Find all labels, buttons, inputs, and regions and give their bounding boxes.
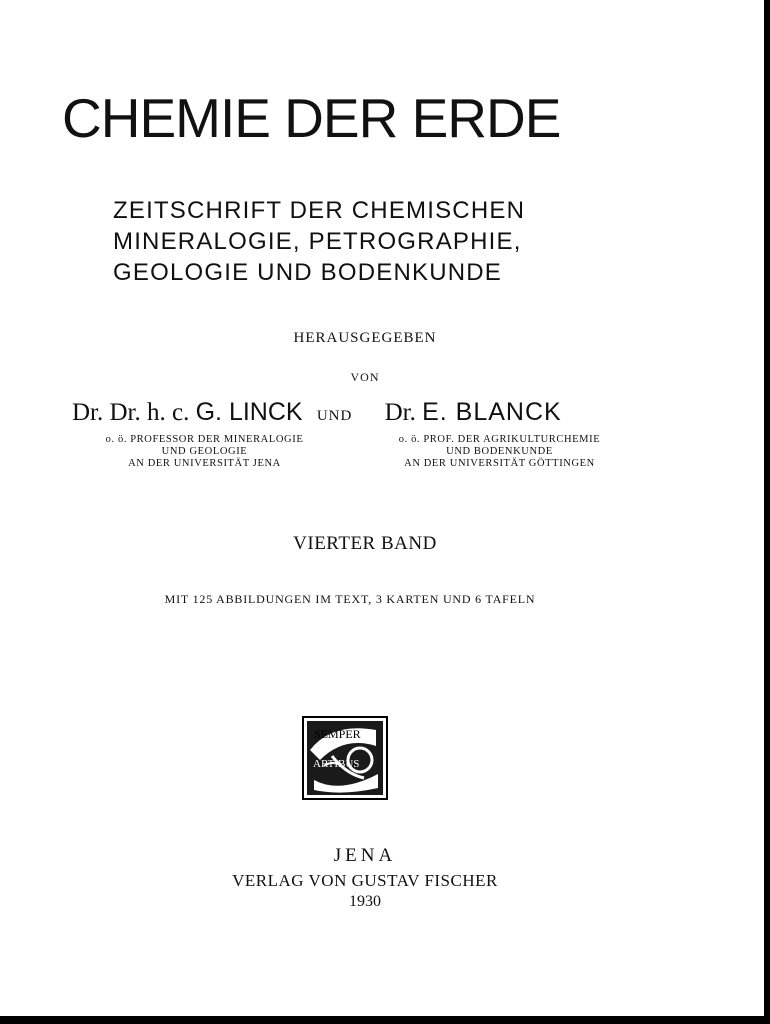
publication-year: 1930: [349, 893, 381, 910]
publication-place: JENA: [333, 845, 397, 866]
publisher-name: VERLAG VON GUSTAV FISCHER: [232, 871, 498, 890]
subtitle-line: ZEITSCHRIFT DER CHEMISCHEN: [113, 197, 526, 224]
affiliation-line: o. ö. PROFESSOR DER MINERALOGIE: [105, 434, 304, 445]
von-label: VON: [350, 370, 380, 384]
subtitle-line: MINERALOGIE, PETROGRAPHIE,: [113, 228, 522, 255]
journal-subtitle: [113, 195, 525, 288]
publisher-emblem-icon: [302, 716, 388, 800]
page-edge-bottom: [0, 1016, 770, 1024]
affiliation-line: AN DER UNIVERSITÄT GÖTTINGEN: [404, 458, 595, 469]
page-title: CHEMIE DER ERDE: [62, 87, 561, 149]
editor-right-name: E. BLANCK: [422, 398, 562, 426]
editor-left-prefix: Dr. Dr. h. c.: [72, 399, 190, 426]
editor-connector: UND: [316, 408, 353, 424]
herausgegeben-label: HERAUSGEGEBEN: [293, 330, 437, 346]
editor-right-affiliation: [362, 434, 637, 470]
editor-left-name: G. LINCK: [195, 398, 303, 426]
editor-right-prefix: Dr.: [384, 399, 416, 426]
volume-label: VIERTER BAND: [293, 533, 437, 554]
svg-text:ARTIBUS: ARTIBUS: [313, 758, 360, 770]
affiliation-line: o. ö. PROF. DER AGRIKULTURCHEMIE: [398, 434, 601, 445]
subtitle-line: GEOLOGIE UND BODENKUNDE: [113, 259, 502, 286]
affiliation-line: UND GEOLOGIE: [161, 446, 248, 457]
illustrations-note: MIT 125 ABBILDUNGEN IM TEXT, 3 KARTEN UND 6 TAFELN: [164, 592, 536, 606]
affiliation-line: AN DER UNIVERSITÄT JENA: [128, 458, 281, 469]
editor-left-affiliation: [62, 434, 347, 470]
editor-names: [72, 398, 562, 427]
page-edge-right: [764, 0, 770, 1024]
affiliation-line: UND BODENKUNDE: [446, 446, 553, 457]
svg-text:SEMPER: SEMPER: [314, 727, 361, 741]
